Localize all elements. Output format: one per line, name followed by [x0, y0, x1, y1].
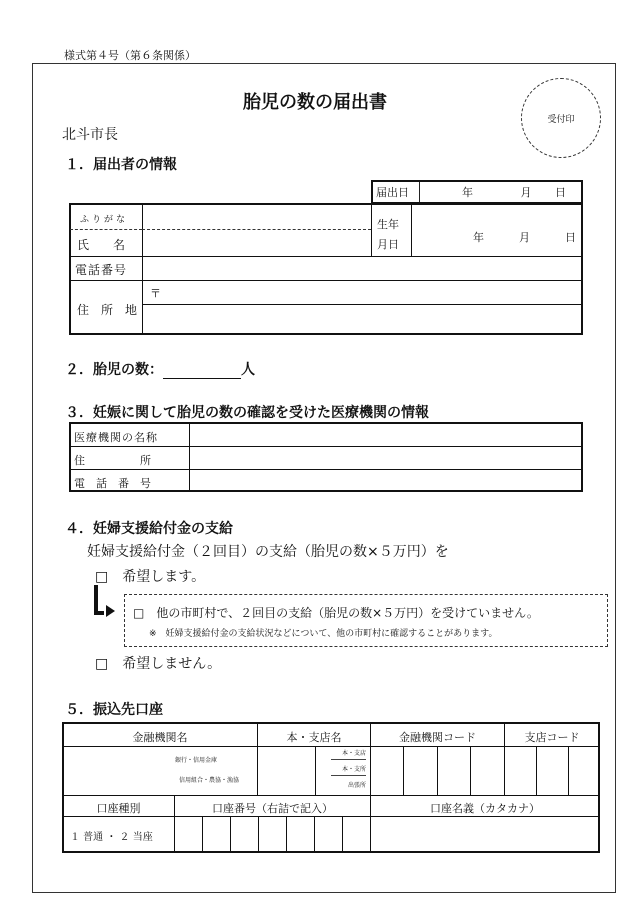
- address-field[interactable]: [145, 282, 581, 333]
- section-3-heading: ３．妊娠に関して胎児の数の確認を受けた医療機関の情報: [65, 405, 429, 421]
- name-label: 氏 名: [77, 238, 126, 252]
- address-label: 住 所 地: [77, 303, 138, 317]
- fetus-count-prefix: ２．胎児の数：: [65, 362, 163, 378]
- bank-header-inst-code: 金融機関コード: [399, 731, 476, 744]
- fetus-count-field[interactable]: [163, 364, 241, 379]
- support-note: ※ 妊婦支援給付金の支給状況などについて、他の市町村に確認することがあります。: [149, 629, 498, 639]
- birth-year-label: 年: [473, 231, 484, 244]
- bank-header-holder: 口座名義（カタカナ）: [430, 802, 540, 815]
- medical-name-label: 医療機関の名称: [74, 431, 158, 444]
- branch-code-field[interactable]: [505, 747, 598, 795]
- medical-phone-field[interactable]: [192, 471, 580, 490]
- institution-code-field[interactable]: [371, 747, 503, 795]
- option-other-municipality[interactable]: □ 他の市町村で、２回目の支給（胎児の数×５万円）を受けていません。: [133, 606, 539, 620]
- account-type-options[interactable]: １ 普通 ・ ２ 当座: [70, 832, 153, 843]
- institution-types-2: 信用組合・農協・漁協: [179, 777, 240, 784]
- day-label: 日: [555, 186, 566, 199]
- account-holder-field[interactable]: [371, 817, 599, 852]
- submission-date-label: 届出日: [372, 181, 420, 203]
- birth-month-label: 月: [519, 231, 530, 244]
- branch-type-1: 本・支店: [331, 748, 366, 760]
- birth-label-2: 月日: [377, 238, 399, 251]
- branch-type-2: 本・支所: [331, 764, 366, 776]
- stamp-label: 受付印: [547, 114, 575, 125]
- institution-types-1: 銀行・信用金庫: [175, 757, 218, 764]
- page-title: 胎児の数の届出書: [243, 92, 387, 113]
- birth-day-label: 日: [565, 231, 576, 244]
- section-1-heading: １．届出者の情報: [65, 157, 177, 173]
- medical-address-field[interactable]: [192, 448, 580, 468]
- furigana-field[interactable]: [145, 206, 369, 228]
- fetus-count-suffix: 人: [241, 362, 255, 378]
- account-number-field[interactable]: [175, 817, 370, 852]
- bank-header-institution: 金融機関名: [132, 731, 188, 744]
- reception-stamp-area: [521, 78, 601, 158]
- arrow-icon: [94, 585, 104, 615]
- option-not-wish[interactable]: □ 希望しません。: [95, 656, 222, 672]
- birthdate-field[interactable]: [413, 206, 581, 255]
- option-wish[interactable]: □ 希望します。: [95, 569, 206, 585]
- name-field[interactable]: [145, 231, 369, 255]
- phone-field[interactable]: [145, 258, 581, 279]
- month-label: 月: [520, 186, 532, 199]
- form-id: 様式第４号（第６条関係）: [64, 49, 196, 62]
- year-label: 年: [462, 186, 473, 199]
- bank-header-branch: 本・支店名: [286, 731, 342, 744]
- support-lead: 妊婦支援給付金（２回目）の支給（胎児の数×５万円）を: [87, 544, 449, 560]
- bank-header-type: 口座種別: [96, 802, 141, 815]
- branch-name-field[interactable]: [258, 747, 314, 795]
- addressee: 北斗市長: [62, 127, 118, 143]
- medical-name-field[interactable]: [192, 424, 580, 445]
- bank-header-number: 口座番号（右詰で記入）: [212, 802, 333, 815]
- bank-header-branch-code: 支店コード: [524, 731, 580, 744]
- medical-phone-label: 電 話 番 号: [74, 477, 151, 490]
- section-2-heading: [65, 359, 255, 379]
- arrow-head-icon: [106, 605, 115, 617]
- postal-mark: 〒: [150, 287, 161, 300]
- section-5-heading: ５．振込先口座: [65, 702, 163, 718]
- submission-date-field[interactable]: [420, 181, 583, 203]
- phone-label: 電話番号: [75, 263, 128, 277]
- section-4-heading: ４．妊婦支援給付金の支給: [65, 521, 233, 537]
- birth-label-1: 生年: [377, 218, 399, 231]
- branch-type-3: 出張所: [347, 782, 366, 789]
- medical-address-label: 住 所: [74, 454, 151, 467]
- furigana-label: ふりがな: [80, 215, 129, 225]
- institution-name-field[interactable]: [63, 747, 256, 795]
- submission-date-box: [371, 180, 583, 204]
